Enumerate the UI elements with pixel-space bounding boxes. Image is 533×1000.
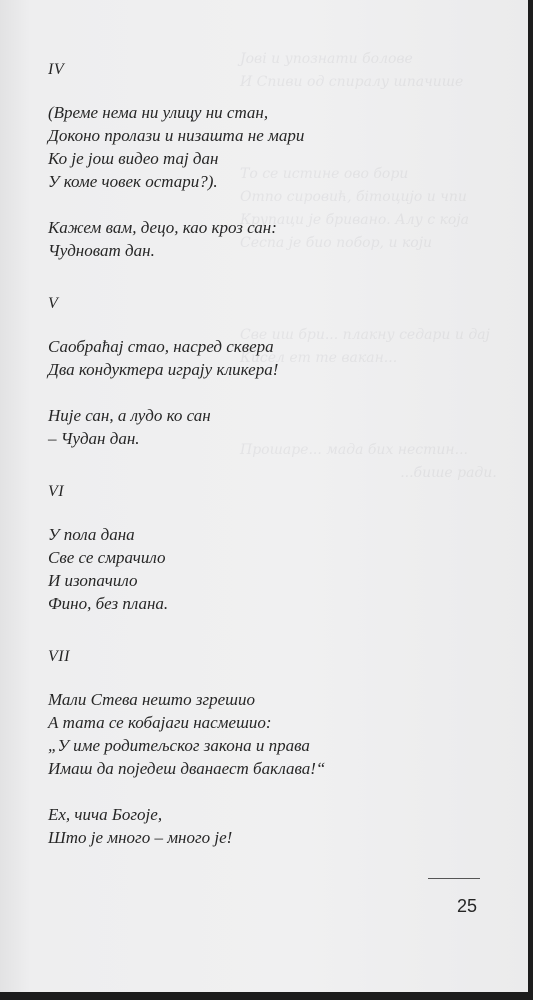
poem-line: (Време нема ни улицу ни стан, [48,103,269,122]
poem-line: Кажем вам, децо, као кроз сан: [48,218,277,237]
stanza [48,803,468,849]
poem-line: И изопачило [48,571,138,590]
poem-line: Саобраћај стао, насред сквера [48,337,274,356]
poem-line: Доконо пролази и низашта не мари [48,126,305,145]
poem-line: У коме човек остари?). [48,172,218,191]
show-through-text: Јові и упознати болове И Спиви од спиралу шпачише То се истине ово бори Отпо сировић, бітоцијо и чпи Крупаци је бривано. Алу с која Сеспа је био побор, и који Све иш бри... плакну седари и дај Кисел ет те вакан... Прошаре... мада бих нестин... ...бише ради. [240,51,497,481]
section-number: IV [48,61,65,78]
poem [48,58,468,849]
poem-line: Фино, без плана. [48,594,169,613]
poem-line: А тата се кобајаги насмешио: [48,713,272,732]
stanza [48,101,468,193]
section-number: V [48,295,59,312]
stanza [48,523,468,615]
stanza [48,335,468,381]
poem-line: Није сан, а лудо ко сан [48,406,211,425]
footer-rule [428,878,480,879]
poem-line: „У име родитељског закона и права [48,736,310,755]
stanza [48,216,468,262]
poem-line: Ех, чича Богоје, [48,805,163,824]
poem-line: Чудноват дан. [48,241,155,260]
poem-line: – Чудан дан. [48,429,140,448]
section-number: VII [48,648,70,665]
poem-line: Све се смрачило [48,548,166,567]
poem-line: У пола дана [48,525,135,544]
poem-line: Што је много – много је! [48,828,233,847]
poem-line: Мали Стева нешто згрешио [48,690,255,709]
poem-line: Два кондуктера играју кликера! [48,360,279,379]
stanza [48,688,468,780]
section-number: VI [48,483,65,500]
page-number: 25 [457,896,478,916]
stanza [48,404,468,450]
poem-line: Ко је још видео тај дан [48,149,219,168]
poem-line: Имаш да поједеш дванаест баклава!“ [48,759,326,778]
